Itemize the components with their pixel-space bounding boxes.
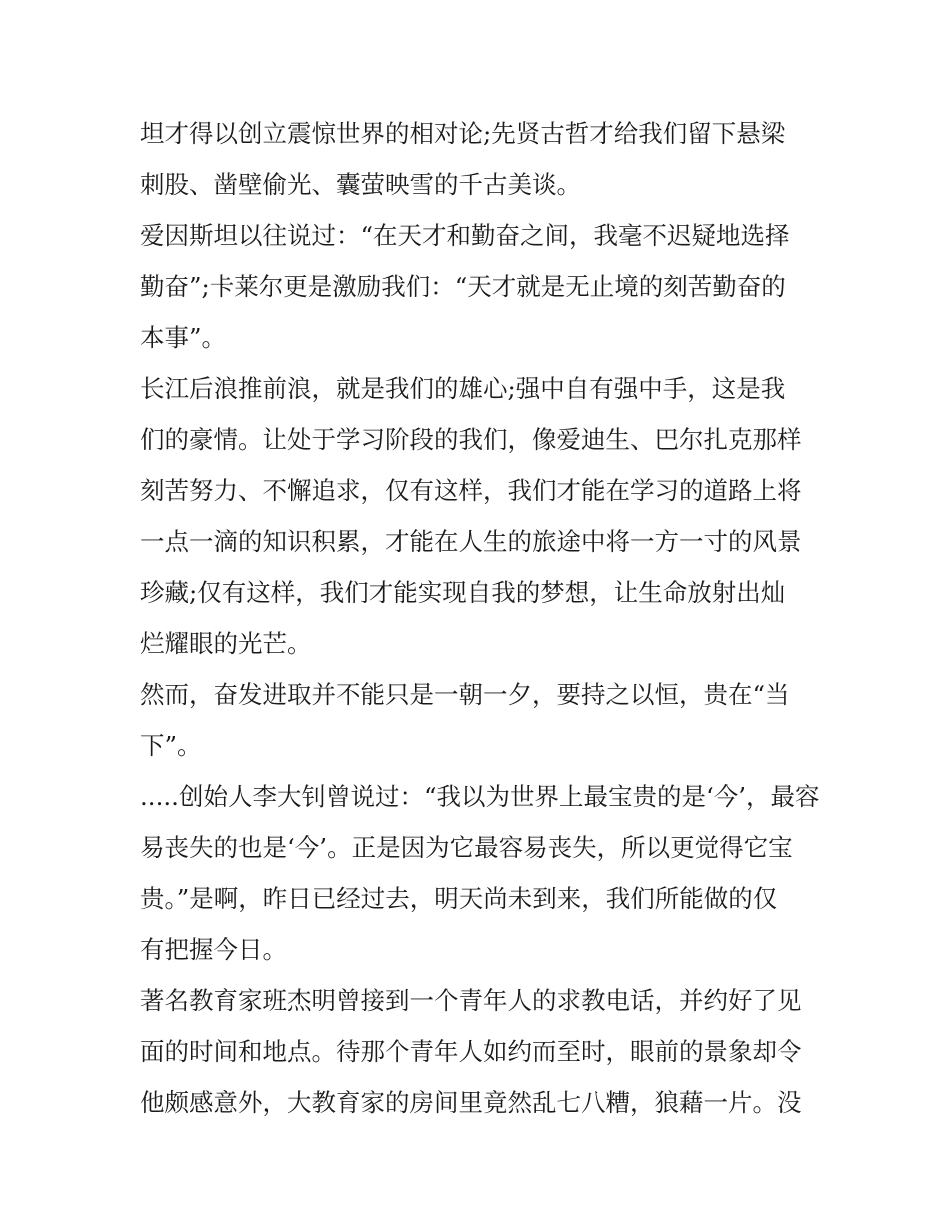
document-body [140, 108, 820, 1128]
text-line: 勤奋”;卡莱尔更是激励我们：“天才就是无止境的刻苦勤奋的 [140, 272, 786, 301]
text-line: 有把握今日。 [140, 935, 287, 964]
paragraph-benjamin-story [140, 975, 820, 1128]
text-line: 本事”。 [140, 323, 227, 352]
text-line: 易丧失的也是‘今’。正是因为它最容易丧失，所以更觉得它宝 [140, 833, 793, 862]
text-line: 面的时间和地点。待那个青年人如约而至时，眼前的景象却令 [140, 1037, 802, 1066]
text-line: 然而，奋发进取并不能只是一朝一夕，要持之以恒，贵在“当 [140, 680, 790, 709]
text-line: 他颇感意外，大教育家的房间里竟然乱七八糟，狼藉一片。没 [140, 1088, 802, 1117]
text-line: 爱因斯坦以往说过：“在天才和勤奋之间，我毫不迟疑地选择 [140, 221, 790, 250]
text-line: 们的豪情。让处于学习阶段的我们，像爱迪生、巴尔扎克那样 [140, 425, 802, 454]
paragraph-einstein-quote [140, 210, 820, 363]
text-line: 刻苦努力、不懈追求，仅有这样，我们才能在学习的道路上将 [140, 476, 802, 505]
text-line: 刺股、凿壁偷光、囊萤映雪的千古美谈。 [140, 170, 581, 199]
paragraph-present-moment [140, 669, 820, 771]
text-line: 著名教育家班杰明曾接到一个青年人的求教电话，并约好了见 [140, 986, 802, 1015]
text-line: 珍藏;仅有这样，我们才能实现自我的梦想，让生命放射出灿 [140, 578, 786, 607]
paragraph-perseverance-examples [140, 108, 820, 210]
text-line: 长江后浪推前浪，就是我们的雄心;强中自有强中手，这是我 [140, 374, 786, 403]
text-line: 坦才得以创立震惊世界的相对论;先贤古哲才给我们留下悬梁 [140, 119, 786, 148]
text-line: 烂耀眼的光芒。 [140, 629, 312, 658]
text-line: 一点一滴的知识积累，才能在人生的旅途中将一方一寸的风景 [140, 527, 802, 556]
paragraph-li-dazhao-quote [140, 771, 820, 975]
text-line: .....创始人李大钊曾说过：“我以为世界上最宝贵的是‘今’，最容 [140, 782, 820, 811]
text-line: 贵。”是啊，昨日已经过去，明天尚未到来，我们所能做的仅 [140, 884, 778, 913]
paragraph-ambition [140, 363, 820, 669]
text-line: 下”。 [140, 731, 202, 760]
